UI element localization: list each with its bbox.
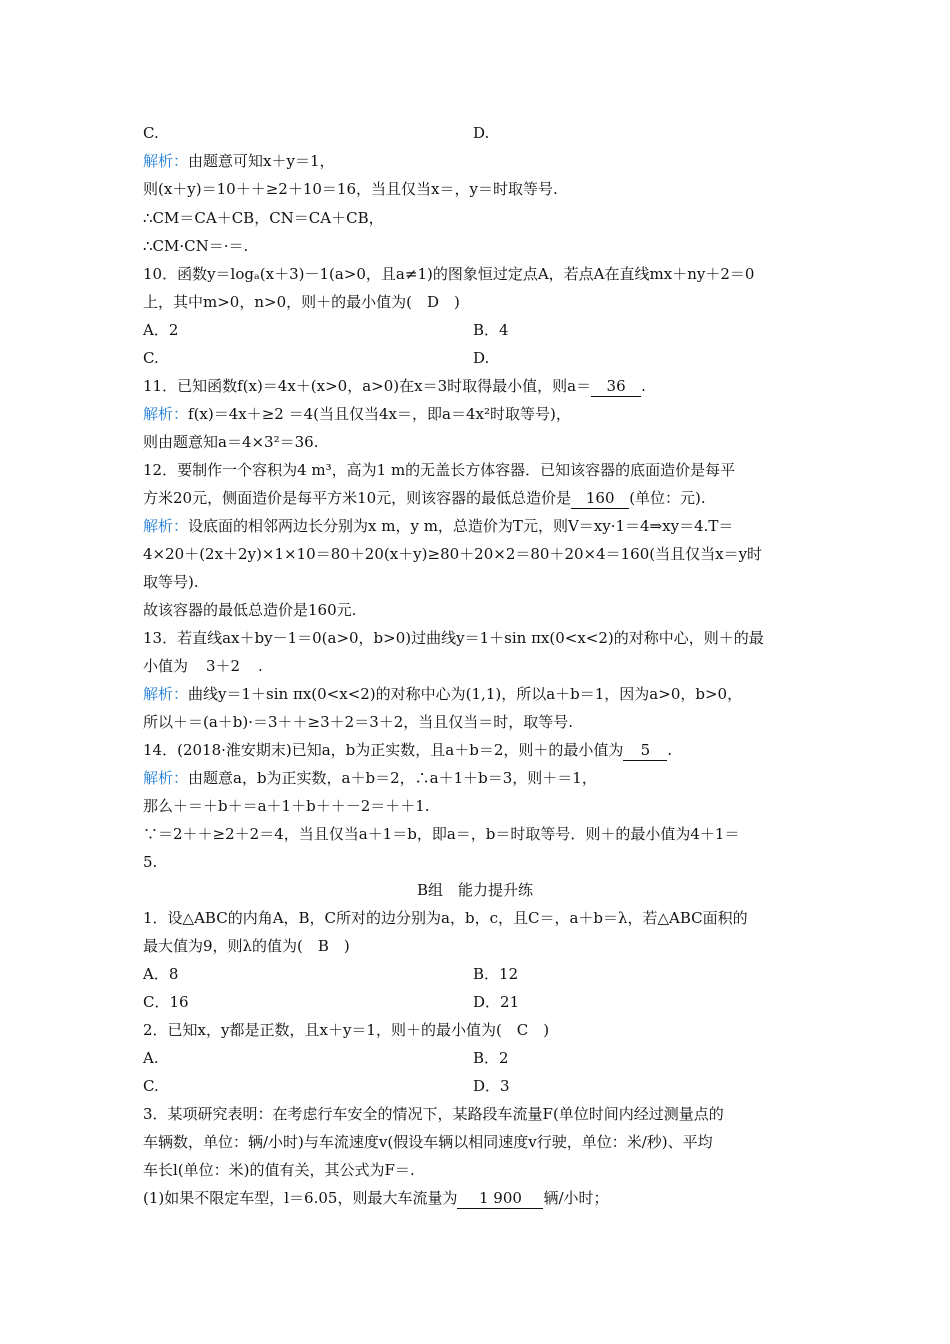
jiexi-label: 解析： <box>143 152 189 170</box>
option-b: B．12 <box>473 965 519 983</box>
question-b3: 3．某项研究表明：在考虑行车安全的情况下，某路段车流量F(单位时间内经过测量点的 <box>143 1105 724 1123</box>
option-d: D．21 <box>473 993 520 1011</box>
option-row <box>143 1076 510 1096</box>
solution-line: 解析：由题意可知x＋y＝1， <box>143 152 335 170</box>
option-row <box>143 348 490 368</box>
solution-line: 则(x＋y)＝10＋＋≥2＋10＝16，当且仅当x＝，y＝时取等号. <box>143 180 558 198</box>
question-13: 13．若直线ax＋by－1＝0(a>0，b>0)过曲线y＝1＋sin πx(0<x<2)的对称中心，则＋的最 <box>143 629 764 647</box>
answer-blank: 5 <box>623 740 667 761</box>
solution-line: 故该容器的最低总造价是160元. <box>143 601 357 619</box>
question-b3-cont: 车辆数，单位：辆/小时)与车流速度v(假设车辆以相同速度v行驶，单位：米/秒)、平均 <box>143 1133 713 1151</box>
option-row <box>143 964 519 984</box>
question-14: 14．(2018·淮安期末)已知a，b为正实数，且a＋b＝2，则＋的最小值为 5 . <box>143 741 673 759</box>
answer-blank: 160 <box>571 488 629 509</box>
question-13-cont: 小值为 3＋2 . <box>143 657 263 675</box>
option-b: B．4 <box>473 321 509 339</box>
option-row <box>143 992 520 1012</box>
answer-blank: 3＋2 <box>205 657 241 675</box>
question-b2: 2．已知x，y都是正数，且x＋y＝1，则＋的最小值为( C ) <box>143 1021 550 1039</box>
option-row <box>143 320 509 340</box>
option-c: C. <box>143 1077 159 1095</box>
jiexi-label: 解析： <box>143 405 189 423</box>
option-a: A．8 <box>143 965 179 983</box>
jiexi-label: 解析： <box>143 685 189 703</box>
question-10: 10．函数y＝logₐ(x＋3)－1(a>0，且a≠1)的图象恒过定点A，若点A在直线mx＋ny＋2＝0 <box>143 265 755 283</box>
answer-blank: 36 <box>591 376 641 397</box>
option-c: C．16 <box>143 993 189 1011</box>
solution-line: 5. <box>143 853 158 871</box>
solution-line: 所以＋＝(a＋b)·＝3＋＋≥3＋2＝3＋2，当且仅当＝时，取等号. <box>143 713 574 731</box>
solution-line: ∴CM＝CA＋CB，CN＝CA＋CB， <box>143 209 384 227</box>
option-a: A．2 <box>143 321 179 339</box>
question-10-cont: 上，其中m>0，n>0，则＋的最小值为( D ) <box>143 293 460 311</box>
solution-line: 解析：由题意a，b为正实数，a＋b＝2，∴a＋1＋b＝3，则＋＝1， <box>143 769 597 787</box>
answer-blank: 1 900 <box>457 1188 543 1209</box>
solution-line: 4×20＋(2x＋2y)×1×10＝80＋20(x＋y)≥80＋20×2＝80＋20×4＝160(当且仅当x＝y时 <box>143 545 763 563</box>
option-d: D. <box>473 124 490 142</box>
option-row <box>143 123 490 143</box>
solution-line: 解析：设底面的相邻两边长分别为x m，y m，总造价为T元，则V＝xy·1＝4⇒xy＝4.T＝ <box>143 517 734 535</box>
solution-line: 那么＋＝＋b＋＝a＋1＋b＋＋－2＝＋＋1. <box>143 797 430 815</box>
question-b3-cont: 车长l(单位：米)的值有关，其公式为F＝. <box>143 1161 415 1179</box>
solution-line: 解析：f(x)＝4x＋≥2 ＝4(当且仅当4x＝，即a＝4x²时取等号)， <box>143 405 571 423</box>
jiexi-label: 解析： <box>143 517 189 535</box>
option-d: D．3 <box>473 1077 510 1095</box>
option-row <box>143 1048 509 1068</box>
solution-line: 则由题意知a＝4×3²＝36. <box>143 433 319 451</box>
question-b1: 1．设△ABC的内角A，B，C所对的边分别为a，b，c，且C＝，a＋b＝λ，若△ABC面积的 <box>143 909 748 927</box>
solution-line: ∵＝2＋＋≥2＋2＝4，当且仅当a＋1＝b，即a＝，b＝时取等号．则＋的最小值为4＋1＝ <box>143 825 740 843</box>
question-12: 12．要制作一个容积为4 m³，高为1 m的无盖长方体容器．已知该容器的底面造价是每平 <box>143 461 736 479</box>
option-d: D. <box>473 349 490 367</box>
option-c: C. <box>143 124 159 142</box>
section-heading: B组 能力提升练 <box>416 881 534 899</box>
question-12-cont: 方米20元，侧面造价是每平方米10元，则该容器的最低总造价是 160 (单位：元). <box>143 489 706 507</box>
jiexi-label: 解析： <box>143 769 189 787</box>
question-b3-part1: (1)如果不限定车型，l＝6.05，则最大车流量为 1 900 辆/小时； <box>143 1189 609 1207</box>
question-11: 11．已知函数f(x)＝4x＋(x>0，a>0)在x＝3时取得最小值，则a＝ 36 . <box>143 377 646 395</box>
option-a: A. <box>143 1049 159 1067</box>
option-c: C. <box>143 349 159 367</box>
solution-line: ∴CM·CN＝·＝. <box>143 237 249 255</box>
solution-line: 取等号). <box>143 573 199 591</box>
option-b: B．2 <box>473 1049 509 1067</box>
question-b1-cont: 最大值为9，则λ的值为( B ) <box>143 937 350 955</box>
solution-line: 解析：曲线y＝1＋sin πx(0<x<2)的对称中心为(1,1)，所以a＋b＝1，因为a>0，b>0， <box>143 685 743 703</box>
